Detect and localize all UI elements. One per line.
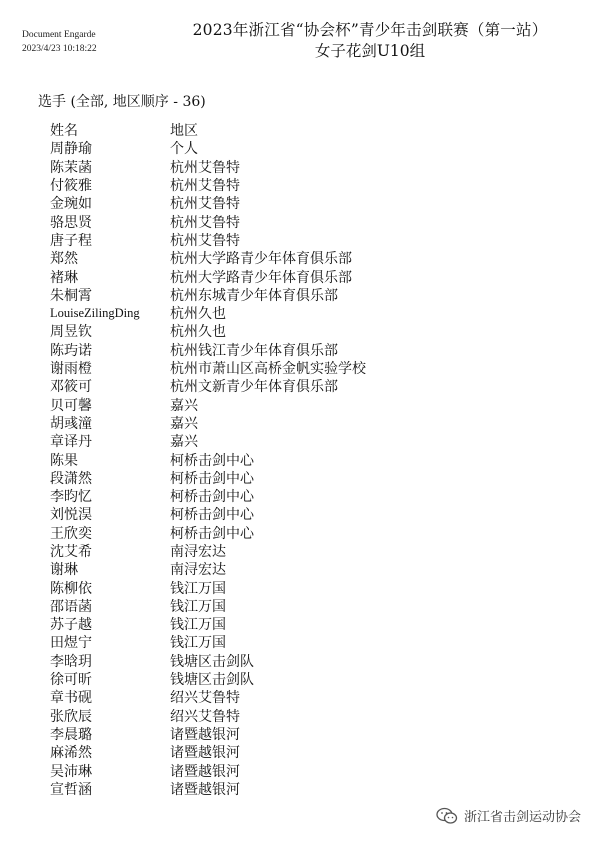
fencer-region: 杭州久也 bbox=[170, 306, 226, 323]
fencer-name: 陈茉菡 bbox=[50, 159, 92, 176]
fencer-name: 宣哲涵 bbox=[50, 781, 92, 798]
table-row bbox=[50, 670, 470, 688]
table-row bbox=[50, 524, 470, 542]
table-row bbox=[50, 761, 470, 779]
table-row bbox=[50, 139, 470, 157]
table-row bbox=[50, 286, 470, 304]
fencer-name: 周昱钦 bbox=[50, 324, 92, 341]
table-row bbox=[50, 578, 470, 596]
fencer-name: LouiseZilingDing bbox=[50, 305, 140, 320]
section-label: 选手 (全部, 地区顺序 - 36) bbox=[38, 94, 206, 110]
table-row bbox=[50, 249, 470, 267]
fencer-region: 杭州市萧山区高桥金帆实验学校 bbox=[170, 361, 366, 378]
fencer-table bbox=[50, 121, 470, 798]
table-row bbox=[50, 560, 470, 578]
fencer-name: 谢琳 bbox=[50, 562, 78, 579]
table-row bbox=[50, 542, 470, 560]
table-row bbox=[50, 743, 470, 761]
watermark-text: 浙江省击剑运动协会 bbox=[463, 810, 581, 825]
fencer-name: 李昀忆 bbox=[50, 489, 92, 506]
fencer-region: 钱江万国 bbox=[170, 617, 226, 634]
fencer-region: 嘉兴 bbox=[170, 434, 198, 451]
fencer-name: 徐可昕 bbox=[50, 672, 92, 689]
fencer-region: 钱江万国 bbox=[170, 580, 226, 597]
fencer-region: 杭州文新青少年体育俱乐部 bbox=[170, 379, 338, 396]
fencer-region: 钱江万国 bbox=[170, 598, 226, 615]
fencer-region: 柯桥击剑中心 bbox=[170, 470, 254, 487]
table-row bbox=[50, 359, 470, 377]
fencer-name: 麻浠然 bbox=[50, 745, 92, 762]
fencer-name: 苏子越 bbox=[50, 617, 92, 634]
fencer-region: 杭州大学路青少年体育俱乐部 bbox=[170, 269, 352, 286]
fencer-name: 谢雨橙 bbox=[50, 361, 92, 378]
fencer-name: 邵语菡 bbox=[50, 598, 92, 615]
fencer-region: 柯桥击剑中心 bbox=[170, 489, 254, 506]
table-row bbox=[50, 341, 470, 359]
fencer-region: 杭州艾鲁特 bbox=[170, 196, 240, 213]
fencer-name: 章译丹 bbox=[50, 434, 92, 451]
table-row bbox=[50, 212, 470, 230]
document-meta bbox=[22, 28, 97, 56]
fencer-region: 诸暨越银河 bbox=[170, 763, 240, 780]
fencer-name: 陈果 bbox=[50, 452, 78, 469]
fencer-region: 柯桥击剑中心 bbox=[170, 452, 254, 469]
fencer-name: 刘悦淏 bbox=[50, 507, 92, 524]
table-row bbox=[50, 377, 470, 395]
fencer-region: 南浔宏达 bbox=[170, 543, 226, 560]
fencer-region: 诸暨越银河 bbox=[170, 781, 240, 798]
fencer-region: 杭州艾鲁特 bbox=[170, 214, 240, 231]
fencer-name: 吴沛琳 bbox=[50, 763, 92, 780]
fencer-region: 杭州艾鲁特 bbox=[170, 178, 240, 195]
table-row bbox=[50, 450, 470, 468]
fencer-name: 陈柳依 bbox=[50, 580, 92, 597]
table-row bbox=[50, 615, 470, 633]
fencer-name: 金琬如 bbox=[50, 196, 92, 213]
fencer-region: 绍兴艾鲁特 bbox=[170, 708, 240, 725]
table-row bbox=[50, 469, 470, 487]
fencer-name: 郑然 bbox=[50, 251, 78, 268]
column-header-region: 地区 bbox=[170, 123, 198, 140]
fencer-name: 贝可馨 bbox=[50, 397, 92, 414]
table-row bbox=[50, 688, 470, 706]
fencer-name: 田煜宁 bbox=[50, 635, 92, 652]
fencer-name: 骆思贤 bbox=[50, 214, 92, 231]
table-row bbox=[50, 267, 470, 285]
fencer-name: 沈艾希 bbox=[50, 543, 92, 560]
fencer-region: 柯桥击剑中心 bbox=[170, 507, 254, 524]
table-row bbox=[50, 414, 470, 432]
fencer-region: 杭州久也 bbox=[170, 324, 226, 341]
fencer-name: 张欣辰 bbox=[50, 708, 92, 725]
generator-label: Document Engarde bbox=[22, 30, 96, 40]
table-row bbox=[50, 505, 470, 523]
wechat-icon bbox=[436, 807, 458, 825]
table-row bbox=[50, 158, 470, 176]
fencer-name: 陈玙诺 bbox=[50, 342, 92, 359]
fencer-name: 周静瑜 bbox=[50, 141, 92, 158]
table-row bbox=[50, 231, 470, 249]
fencer-region: 杭州艾鲁特 bbox=[170, 232, 240, 249]
fencer-region: 柯桥击剑中心 bbox=[170, 525, 254, 542]
table-row bbox=[50, 597, 470, 615]
table-row bbox=[50, 432, 470, 450]
table-row bbox=[50, 322, 470, 340]
fencer-region: 诸暨越银河 bbox=[170, 745, 240, 762]
fencer-name: 李晗玥 bbox=[50, 653, 92, 670]
fencer-region: 嘉兴 bbox=[170, 415, 198, 432]
fencer-region: 南浔宏达 bbox=[170, 562, 226, 579]
fencer-name: 王欣奕 bbox=[50, 525, 92, 542]
table-row bbox=[50, 194, 470, 212]
table-row bbox=[50, 780, 470, 798]
timestamp: 2023/4/23 10:18:22 bbox=[22, 44, 97, 54]
fencer-name: 褚琳 bbox=[50, 269, 78, 286]
table-header bbox=[50, 121, 470, 139]
fencer-region: 绍兴艾鲁特 bbox=[170, 690, 240, 707]
page-title: 2023年浙江省“协会杯”青少年击剑联赛（第一站） bbox=[192, 21, 548, 39]
table-body bbox=[50, 139, 470, 798]
table-row bbox=[50, 633, 470, 651]
fencer-region: 钱江万国 bbox=[170, 635, 226, 652]
table-row bbox=[50, 487, 470, 505]
fencer-name: 朱桐霄 bbox=[50, 287, 92, 304]
table-row bbox=[50, 725, 470, 743]
fencer-region: 个人 bbox=[170, 141, 198, 158]
table-row bbox=[50, 652, 470, 670]
fencer-region: 诸暨越银河 bbox=[170, 726, 240, 743]
column-header-name: 姓名 bbox=[50, 123, 78, 140]
fencer-region: 杭州东城青少年体育俱乐部 bbox=[170, 287, 338, 304]
fencer-name: 李晨璐 bbox=[50, 726, 92, 743]
table-row bbox=[50, 707, 470, 725]
fencer-name: 邓筱可 bbox=[50, 379, 92, 396]
watermark bbox=[436, 806, 581, 825]
table-row bbox=[50, 395, 470, 413]
fencer-name: 胡彧潼 bbox=[50, 415, 92, 432]
fencer-region: 杭州钱江青少年体育俱乐部 bbox=[170, 342, 338, 359]
table-row bbox=[50, 176, 470, 194]
fencer-name: 付筱雅 bbox=[50, 178, 92, 195]
fencer-name: 段潇然 bbox=[50, 470, 92, 487]
fencer-region: 杭州大学路青少年体育俱乐部 bbox=[170, 251, 352, 268]
fencer-region: 钱塘区击剑队 bbox=[170, 653, 254, 670]
page-subtitle: 女子花剑U10组 bbox=[314, 42, 426, 60]
title-block bbox=[180, 20, 560, 62]
fencer-region: 钱塘区击剑队 bbox=[170, 672, 254, 689]
fencer-region: 杭州艾鲁特 bbox=[170, 159, 240, 176]
fencer-name: 唐子程 bbox=[50, 232, 92, 249]
fencer-name: 章书砚 bbox=[50, 690, 92, 707]
fencer-region: 嘉兴 bbox=[170, 397, 198, 414]
table-row bbox=[50, 304, 470, 322]
